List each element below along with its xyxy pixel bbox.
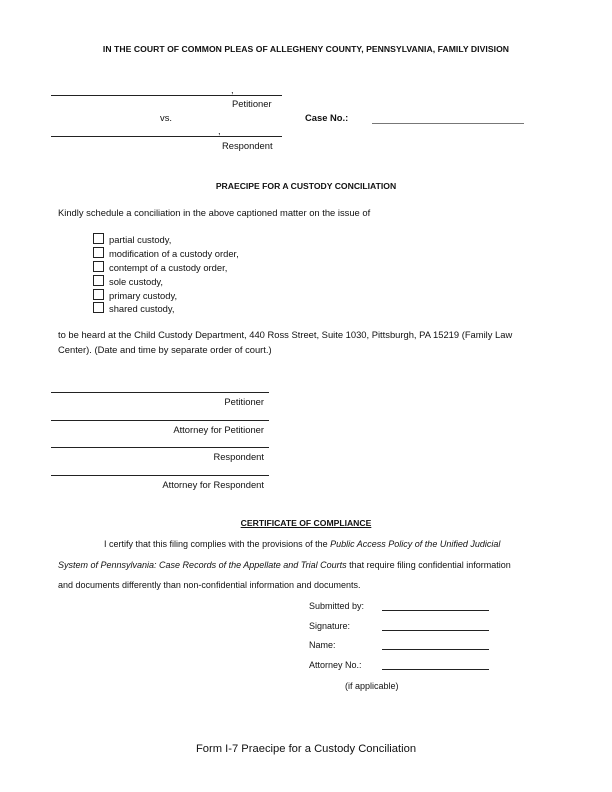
issue-label: partial custody, [109,234,172,245]
certificate-line-1a: I certify that this filing complies with the provisions of the [104,539,331,549]
attorney-respondent-signature-line[interactable] [51,475,269,476]
vs-label: vs. [160,112,172,123]
checkbox-contempt[interactable] [93,261,104,272]
petitioner-signature-label: Petitioner [224,396,264,407]
petitioner-name-line[interactable] [51,95,282,96]
respondent-signature-label: Respondent [213,451,264,462]
case-no-label: Case No.: [305,112,349,123]
certificate-title: CERTIFICATE OF COMPLIANCE [240,518,372,528]
signature-field[interactable] [382,630,489,631]
signature-label: Signature: [309,621,351,631]
attorney-petitioner-signature-line[interactable] [51,420,269,421]
submitted-by-label: Submitted by: [309,601,365,611]
attorney-no-field[interactable] [382,669,489,670]
checkbox-sole-custody[interactable] [93,275,104,286]
if-applicable-note: (if applicable) [345,681,399,691]
form-footer: Form I-7 Praecipe for a Custody Conciliation [195,743,417,755]
issue-label: contempt of a custody order, [109,262,228,273]
checkbox-modification[interactable] [93,247,104,258]
issue-label: modification of a custody order, [109,248,239,259]
checkbox-primary-custody[interactable] [93,289,104,300]
attorney-petitioner-label: Attorney for Petitioner [173,424,264,435]
respondent-signature-line[interactable] [51,447,269,448]
petitioner-label: Petitioner [232,98,272,109]
caption-comma-1: , [231,84,234,95]
respondent-name-line[interactable] [51,136,282,137]
name-label: Name: [309,640,336,650]
name-field[interactable] [382,649,489,650]
praecipe-intro: Kindly schedule a conciliation in the above captioned matter on the issue of [58,207,371,218]
location-line-2: Center). (Date and time by separate order of court.) [58,344,272,355]
certificate-line-2b: that require filing confidential information [346,560,511,570]
petitioner-signature-line[interactable] [51,392,269,393]
praecipe-title: PRAECIPE FOR A CUSTODY CONCILIATION [215,181,397,191]
location-line-1: to be heard at the Child Custody Department, 440 Ross Street, Suite 1030, Pittsburgh, PA 15219 (Family Law [58,329,513,340]
submitted-by-field[interactable] [382,610,489,611]
case-no-field[interactable] [372,123,524,124]
certificate-line-2 [58,560,511,570]
certificate-line-2a: System of Pennsylvania: Case Records of the Appellate and Trial Courts [58,560,347,570]
court-heading: IN THE COURT OF COMMON PLEAS OF ALLEGHENY COUNTY, PENNSYLVANIA, FAMILY DIVISION [102,44,510,54]
issue-label: primary custody, [109,290,178,301]
checkbox-partial-custody[interactable] [93,233,104,244]
attorney-respondent-label: Attorney for Respondent [162,479,264,490]
checkbox-shared-custody[interactable] [93,302,104,313]
caption-comma-2: , [218,125,221,136]
respondent-label: Respondent [222,140,273,151]
certificate-line-3: and documents differently than non-confidential information and documents. [58,580,361,590]
issue-label: sole custody, [109,276,164,287]
certificate-line-1b: Public Access Policy of the Unified Judicial [330,539,501,549]
attorney-no-label: Attorney No.: [309,660,362,670]
issue-label: shared custody, [109,303,175,314]
certificate-line-1 [104,539,500,549]
